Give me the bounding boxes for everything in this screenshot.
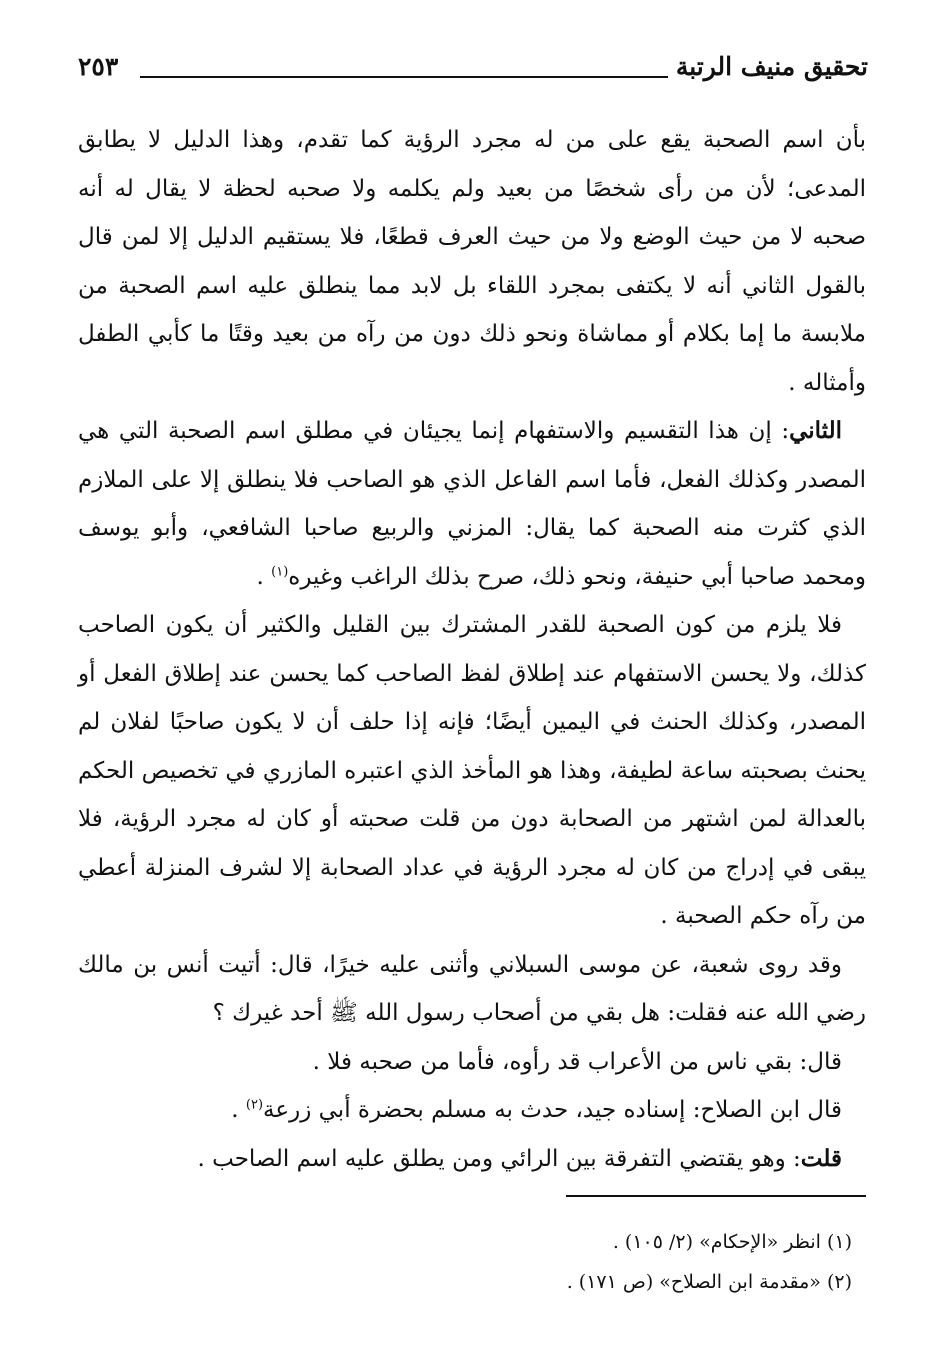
footnote-1: (١) انظر «الإحكام» (٢/ ١٠٥) . — [612, 1231, 852, 1253]
paragraph-2-text: : إن هذا التقسيم والاستفهام إنما يجيئان في مطلق اسم الصحبة التي هي المصدر وكذلك الفعل، فأما اسم الفاعل الذي هو الصاحب فلا ينطلق إلا على الملازم الذي كثرت منه الصحبة كما يقال: المزني والربيع صاحبا الشافعي، وأبو يوسف ومحمد صاحبا أبي حنيفة، ونحو ذلك، صرح بذلك الراغب وغيره — [78, 418, 866, 590]
footnote-ref-2[interactable]: (٢) — [245, 1097, 264, 1113]
paragraph-7-text: : وهو يقتضي التفرقة بين الرائي ومن يطلق عليه اسم الصاحب . — [197, 1145, 801, 1172]
paragraph-6 — [78, 1086, 866, 1135]
paragraph-5: قال: بقي ناس من الأعراب قد رأوه، فأما من صحبه فلا . — [312, 1048, 842, 1075]
main-text — [78, 116, 866, 1183]
running-header — [78, 52, 868, 92]
paragraph-2-end: . — [256, 563, 272, 590]
footnotes — [78, 1222, 852, 1302]
paragraph-7-lead: قلت — [800, 1144, 842, 1172]
paragraph-6-text: قال ابن الصلاح: إسناده جيد، حدث به مسلم بحضرة أبي زرعة — [263, 1097, 842, 1123]
page-number: ٢٥٣ — [78, 52, 119, 81]
footnote-separator — [566, 1195, 866, 1197]
paragraph-4: وقد روى شعبة، عن موسى السبلاني وأثنى عليه خيرًا، قال: أتيت أنس بن مالك رضي الله عنه فقلت: هل بقي من أصحاب رسول الله ﷺ أحد غيرك ؟ — [78, 951, 866, 1026]
paragraph-7 — [78, 1135, 866, 1184]
header-rule — [140, 76, 668, 78]
paragraph-3: فلا يلزم من كون الصحبة للقدر المشترك بين القليل والكثير أن يكون الصاحب كذلك، ولا يحسن الاستفهام عند إطلاق لفظ الصاحب كما يحسن عند إطلاق الفعل أو المصدر، وكذلك الحنث في اليمين أيضًا؛ فإنه إذا حلف أن لا يكون صاحبًا لفلان لم يحنث بصحبته ساعة لطيفة، وهذا هو المأخذ الذي اعتبره المازري في تخصيص الحكم بالعدالة لمن اشتهر من الصحابة دون من قلت صحبته أو كان له مجرد الرؤية، فلا يبقى في إدراج من كان له مجرد الرؤية في عداد الصحابة إلا لشرف المنزلة أعطي من رآه حكم الصحبة . — [78, 612, 866, 929]
footnote-2: (٢) «مقدمة ابن الصلاح» (ص ١٧١) . — [566, 1271, 852, 1293]
footnote-ref-1[interactable]: (١) — [271, 563, 289, 579]
running-title: تحقيق منيف الرتبة — [675, 52, 868, 81]
paragraph-2 — [78, 407, 866, 601]
paragraph-1: بأن اسم الصحبة يقع على من له مجرد الرؤية كما تقدم، وهذا الدليل لا يطابق المدعى؛ لأن من رأى شخصًا من بعيد ولم يكلمه ولا صحبه لحظة لا يقال له أنه صحبه لا من حيث الوضع ولا من حيث العرف قطعًا، فلا يستقيم الدليل إلا لمن قال بالقول الثاني أنه لا يكتفى بمجرد اللقاء بل لابد مما ينطلق عليه اسم الصحبة من ملابسة ما إما بكلام أو مماشاة ونحو ذلك دون من رآه من بعيد وقتًا ما كأبي الطفل وأمثاله . — [78, 127, 866, 396]
paragraph-6-end: . — [231, 1097, 246, 1123]
paragraph-2-lead: الثاني — [789, 417, 842, 444]
